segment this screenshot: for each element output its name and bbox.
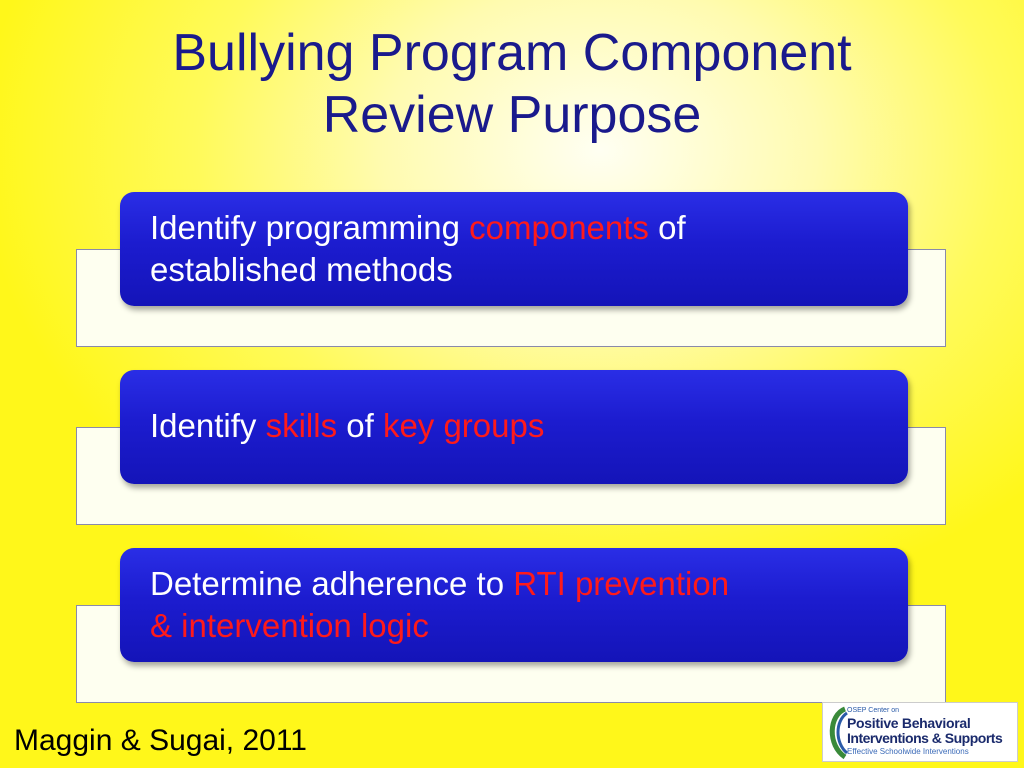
item-3-line2 <box>150 605 878 647</box>
item-box-components <box>120 192 908 306</box>
logo-line4: Effective Schoolwide Interventions <box>847 747 969 756</box>
item-1-line1: Identify programming components of <box>150 209 686 246</box>
logo-line3: Interventions & Supports <box>847 730 1003 746</box>
item-3-line1: Determine adherence to RTI prevention <box>150 565 730 602</box>
highlight-key-groups: key groups <box>382 407 545 444</box>
pbis-swoosh-icon <box>825 705 849 761</box>
slide-title <box>0 22 1024 146</box>
item-box-skills <box>120 370 908 484</box>
highlight-components: components <box>469 209 649 246</box>
citation: Maggin & Sugai, 2011 <box>14 724 307 757</box>
item-2-line1: Identify skills of key groups <box>150 407 545 444</box>
highlight-rti-prevention: RTI prevention <box>513 565 730 602</box>
slide-title-line2: Review Purpose <box>322 86 702 144</box>
item-1-line2: established methods <box>150 251 453 288</box>
logo-line2: Positive Behavioral <box>847 715 971 731</box>
logo-line1: OSEP Center on <box>847 707 900 714</box>
pbis-logo <box>822 702 1018 762</box>
highlight-intervention-logic: & intervention logic <box>150 607 429 644</box>
highlight-skills: skills <box>265 407 338 444</box>
slide-title-line1: Bullying Program Component <box>172 24 852 82</box>
item-box-adherence <box>120 548 908 662</box>
